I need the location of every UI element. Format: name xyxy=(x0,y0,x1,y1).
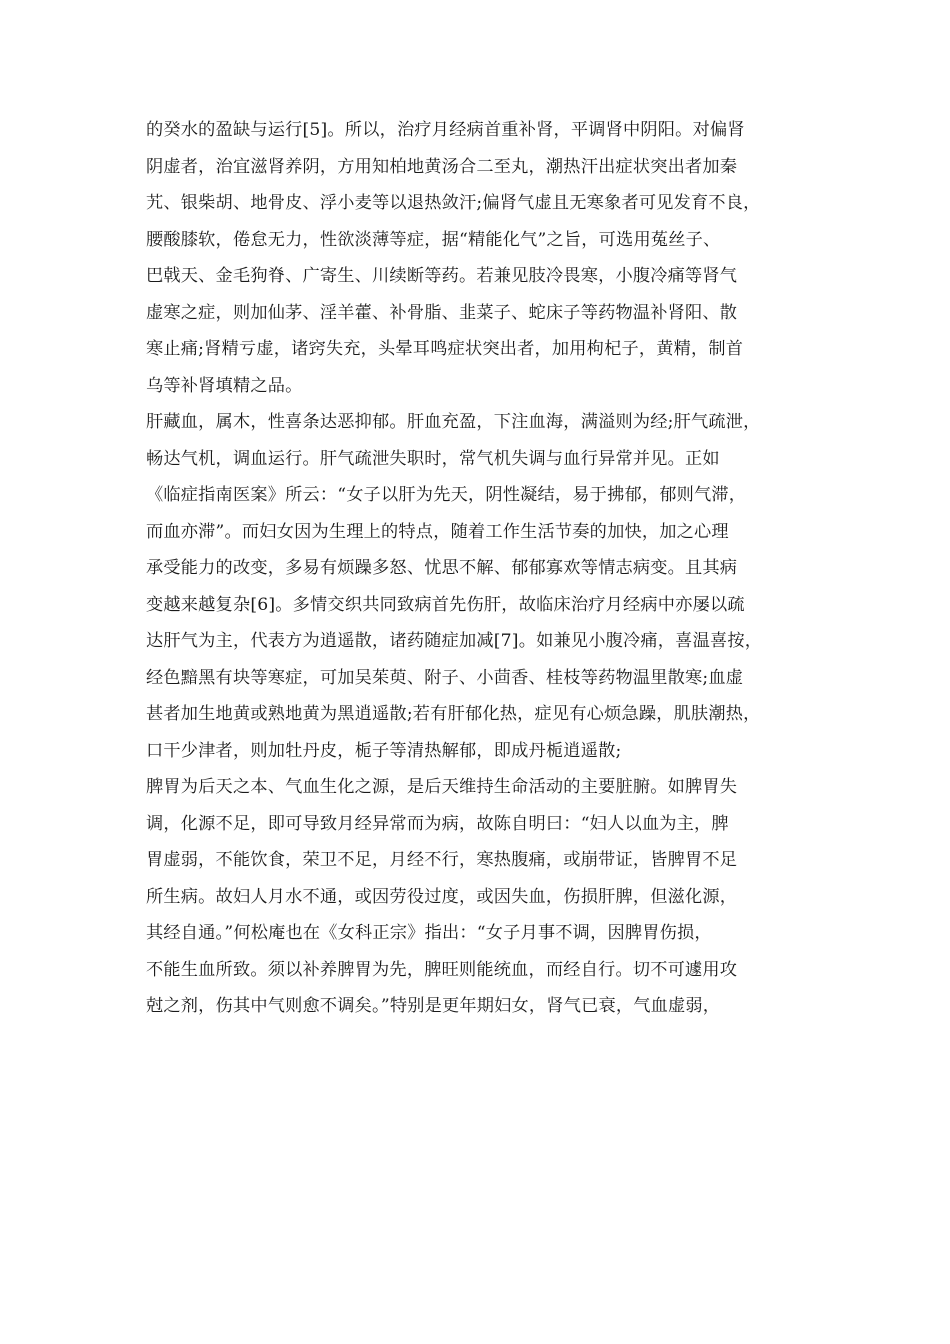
text-line: 虚寒之症，则加仙茅、淫羊藿、补骨脂、韭菜子、蛇床子等药物温补肾阳、散 xyxy=(146,302,738,323)
text-line: 寒止痛;肾精亏虚，诸窍失充，头晕耳鸣症状突出者，加用枸杞子，黄精，制首 xyxy=(146,339,744,359)
text-line: 畅达气机，调血运行。肝气疏泄失职时，常气机失调与血行异常并见。正如 xyxy=(146,448,720,469)
text-line: 调，化源不足，即可导致月经异常而为病，故陈自明曰：“妇人以血为主，脾 xyxy=(146,813,729,834)
text-line: 不能生血所致。须以补养脾胃为先，脾旺则能统血，而经自行。切不可遽用攻 xyxy=(146,959,738,980)
text-line: 变越来越复杂[6]。多情交织共同致病首先伤肝，故临床治疗月经病中亦屡以疏 xyxy=(146,594,745,615)
text-line: 其经自通。”何松庵也在《女科正宗》指出：“女子月事不调，因脾胃伤损， xyxy=(146,923,712,943)
text-line: 胃虚弱，不能饮食，荣卫不足，月经不行，寒热腹痛，或崩带证，皆脾胃不足 xyxy=(146,850,738,870)
text-line: 腰酸膝软，倦怠无力，性欲淡薄等症，据“精能化气”之旨，可选用菟丝子、 xyxy=(146,229,721,250)
text-line: 乌等补肾填精之品。 xyxy=(146,375,303,396)
text-line: 口干少津者，则加牡丹皮，栀子等清热解郁，即成丹栀逍遥散; xyxy=(146,740,622,761)
text-line: 的癸水的盈缺与运行[5]。所以，治疗月经病首重补肾，平调肾中阴阳。对偏肾 xyxy=(146,120,745,140)
body-text xyxy=(146,112,826,1025)
text-line: 尅之剂，伤其中气则愈不调矣。”特别是更年期妇女，肾气已衰，气血虚弱， xyxy=(146,996,721,1016)
text-line: 肝藏血，属木，性喜条达恶抑郁。肝血充盈，下注血海，满溢则为经;肝气疏泄， xyxy=(146,412,761,432)
text-line: 承受能力的改变，多易有烦躁多怒、忧思不解、郁郁寡欢等情志病变。且其病 xyxy=(146,558,738,578)
text-line: 达肝气为主，代表方为逍遥散，诸药随症加减[7]。如兼见小腹冷痛，喜温喜按， xyxy=(146,631,763,651)
text-line: 所生病。故妇人月水不通，或因劳役过度，或因失血，伤损肝脾，但滋化源， xyxy=(146,886,738,907)
text-line: 甚者加生地黄或熟地黄为黑逍遥散;若有肝郁化热，症见有心烦急躁，肌肤潮热， xyxy=(146,704,761,724)
text-line: 而血亦滞”。而妇女因为生理上的特点，随着工作生活节奏的加快，加之心理 xyxy=(146,521,729,542)
text-line: 巴戟天、金毛狗脊、广寄生、川续断等药。若兼见肢冷畏寒，小腹冷痛等肾气 xyxy=(146,266,738,286)
text-line: 阴虚者，治宜滋肾养阴，方用知柏地黄汤合二至丸，潮热汗出症状突出者加秦 xyxy=(146,156,738,177)
text-line: 脾胃为后天之本、气血生化之源，是后天维持生命活动的主要脏腑。如脾胃失 xyxy=(146,777,738,797)
text-line: 经色黯黑有块等寒症，可加吴茱萸、附子、小茴香、桂枝等药物温里散寒;血虚 xyxy=(146,667,744,688)
text-line: 艽、银柴胡、地骨皮、浮小麦等以退热敛汗;偏肾气虚且无寒象者可见发育不良， xyxy=(146,193,761,213)
text-line: 《临症指南医案》所云：“女子以肝为先天，阴性凝结，易于拂郁，郁则气滞， xyxy=(146,485,747,505)
